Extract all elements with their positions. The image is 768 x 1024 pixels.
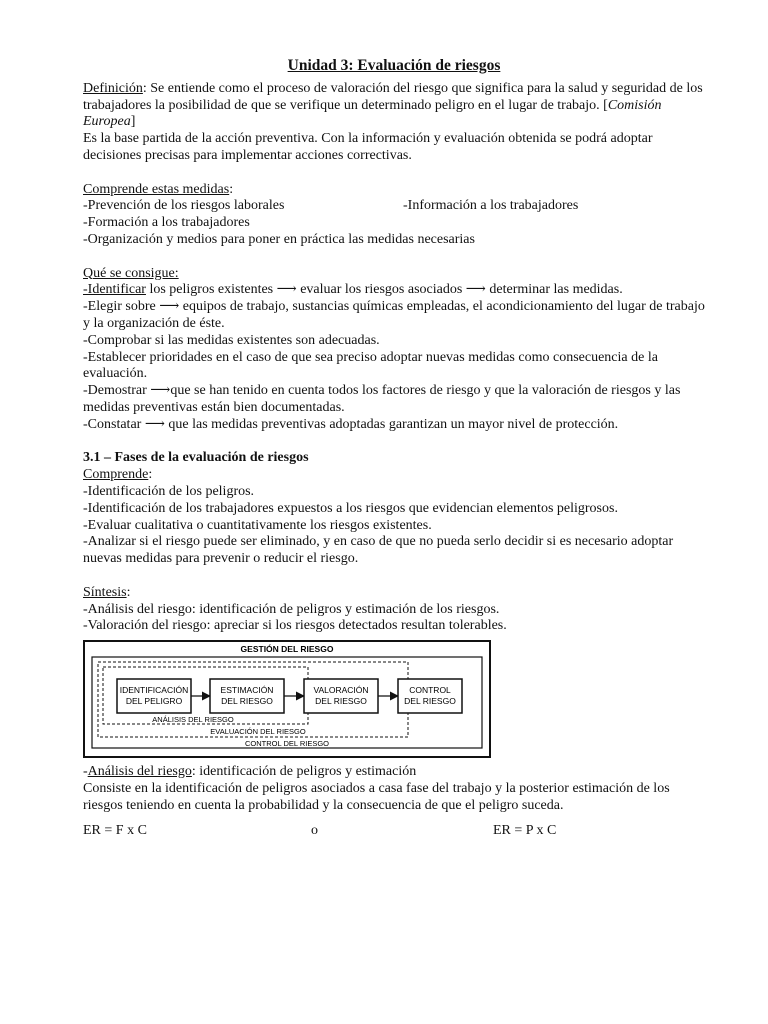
analysis-label: Análisis del riesgo xyxy=(87,764,192,780)
formula-er-pc: ER = P x C xyxy=(493,823,557,839)
analysis-dash: - xyxy=(83,764,88,780)
phase-item: -Identificación de los trabajadores expuestos a los riesgos que evidencian elementos peligrosos. xyxy=(83,500,618,516)
identification-box-line1: IDENTIFICACIÓN xyxy=(119,685,189,696)
achieves-item: -Establecer prioridades en el caso de que sea preciso adoptar nuevas medidas como consecuencia de la evaluación. xyxy=(83,349,658,382)
achieves-item-identify-text: los peligros existentes ⟶ evaluar los riesgos asociados ⟶ determinar las medidas. xyxy=(145,282,623,298)
achieves-heading: Qué se consigue: xyxy=(83,265,179,281)
comprende-colon: : xyxy=(148,467,153,483)
measures-heading xyxy=(83,182,705,199)
achieves-item-identify-label: -Identificar xyxy=(83,282,146,298)
diagram-title: GESTIÓN DEL RIESGO xyxy=(240,644,334,655)
phase-item: -Identificación de los peligros. xyxy=(83,483,255,499)
identification-box-line2: DEL PELIGRO xyxy=(125,696,183,707)
definition-paragraph xyxy=(83,81,705,131)
intro-paragraph: Es la base partida de la acción preventiva. Con la información y evaluación obtenida se podrá adoptar decisiones precisas para implementar acciones correctivas. xyxy=(83,131,653,163)
phase-item: -Evaluar cualitativa o cuantitativamente los riesgos existentes. xyxy=(83,517,432,533)
control-box-line1: CONTROL xyxy=(409,685,451,696)
page-title: Unidad 3: Evaluación de riesgos xyxy=(287,57,501,74)
definition-close: ] xyxy=(130,114,136,130)
synthesis-label: Síntesis xyxy=(83,584,127,600)
measures-heading-label: Comprende estas medidas xyxy=(83,181,230,197)
synthesis-item: -Análisis del riesgo: identificación de peligros y estimación de los riesgos. xyxy=(83,601,500,617)
valuation-box-line1: VALORACIÓN xyxy=(313,685,369,696)
formula-row xyxy=(83,823,705,840)
estimation-box-line1: ESTIMACIÓN xyxy=(220,685,274,696)
analysis-body: Consiste en la identificación de peligros asociados a casa fase del trabajo y la posterior estimación de los riesgos teniendo en cuenta la probabilidad y la consecuencia de que el peligro suceda. xyxy=(83,780,670,813)
synthesis-colon: : xyxy=(126,584,131,600)
control-box-line2: DEL RIESGO xyxy=(404,696,456,707)
synthesis-heading xyxy=(83,585,705,602)
spacer xyxy=(83,434,705,451)
measure-item-organization: -Organización y medios para poner en práctica las medidas necesarias xyxy=(83,231,475,247)
evaluation-label: EVALUACIÓN DEL RIESGO xyxy=(210,727,306,737)
analysis-heading xyxy=(83,764,705,781)
risk-management-diagram xyxy=(83,640,491,758)
document-page xyxy=(83,58,705,840)
measures-heading-colon: : xyxy=(229,181,234,197)
definition-text: : Se entiende como el proceso de valoración del riesgo que significa para la salud y seguridad de los trabajadores la posibilidad de que se verifique un determinado peligro en el lugar de trabajo. [ xyxy=(83,80,703,113)
valuation-box-line2: DEL RIESGO xyxy=(315,696,367,707)
measures-row-1 xyxy=(83,198,705,215)
spacer xyxy=(83,249,705,266)
achieves-item: -Constatar ⟶ que las medidas preventivas adoptadas garantizan un mayor nivel de protección. xyxy=(83,416,619,432)
spacer xyxy=(83,165,705,182)
achieves-item-identify xyxy=(83,282,705,299)
formula-er-fc: ER = F x C xyxy=(83,823,147,839)
formula-or: o xyxy=(311,823,318,839)
synthesis-item: -Valoración del riesgo: apreciar si los riesgos detectados resultan tolerables. xyxy=(83,618,507,634)
analysis-label: ANÁLISIS DEL RIESGO xyxy=(152,715,234,725)
measure-item-prevention: -Prevención de los riesgos laborales xyxy=(83,198,285,214)
section-heading: 3.1 – Fases de la evaluación de riesgos xyxy=(83,450,309,466)
definition-label: Definición xyxy=(83,80,143,96)
measure-item-training: -Formación a los trabajadores xyxy=(83,215,250,231)
definition-source: Comisión Europea xyxy=(83,97,662,130)
comprende-heading xyxy=(83,467,705,484)
phase-item: -Analizar si el riesgo puede ser eliminado, y en caso de que no pueda serlo decidir si es necesario adoptar nuevas medidas para prevenir o reducir el riesgo. xyxy=(83,534,674,567)
comprende-label: Comprende xyxy=(83,467,149,483)
control-label: CONTROL DEL RIESGO xyxy=(244,739,330,749)
achieves-item: -Comprobar si las medidas existentes son adecuadas. xyxy=(83,332,380,348)
measure-item-information: -Información a los trabajadores xyxy=(403,198,579,214)
analysis-rest: : identificación de peligros y estimación xyxy=(191,764,417,780)
achieves-item: -Demostrar ⟶que se han tenido en cuenta todos los factores de riesgo y que la valoración de riesgos y las medidas preventivas están bien documentadas. xyxy=(83,383,681,415)
estimation-box-line2: DEL RIESGO xyxy=(221,696,273,707)
spacer xyxy=(83,568,705,585)
achieves-item: -Elegir sobre ⟶ equipos de trabajo, sustancias químicas empleadas, el acondicionamiento del lugar de trabajo y la organización de éste. xyxy=(83,299,705,331)
